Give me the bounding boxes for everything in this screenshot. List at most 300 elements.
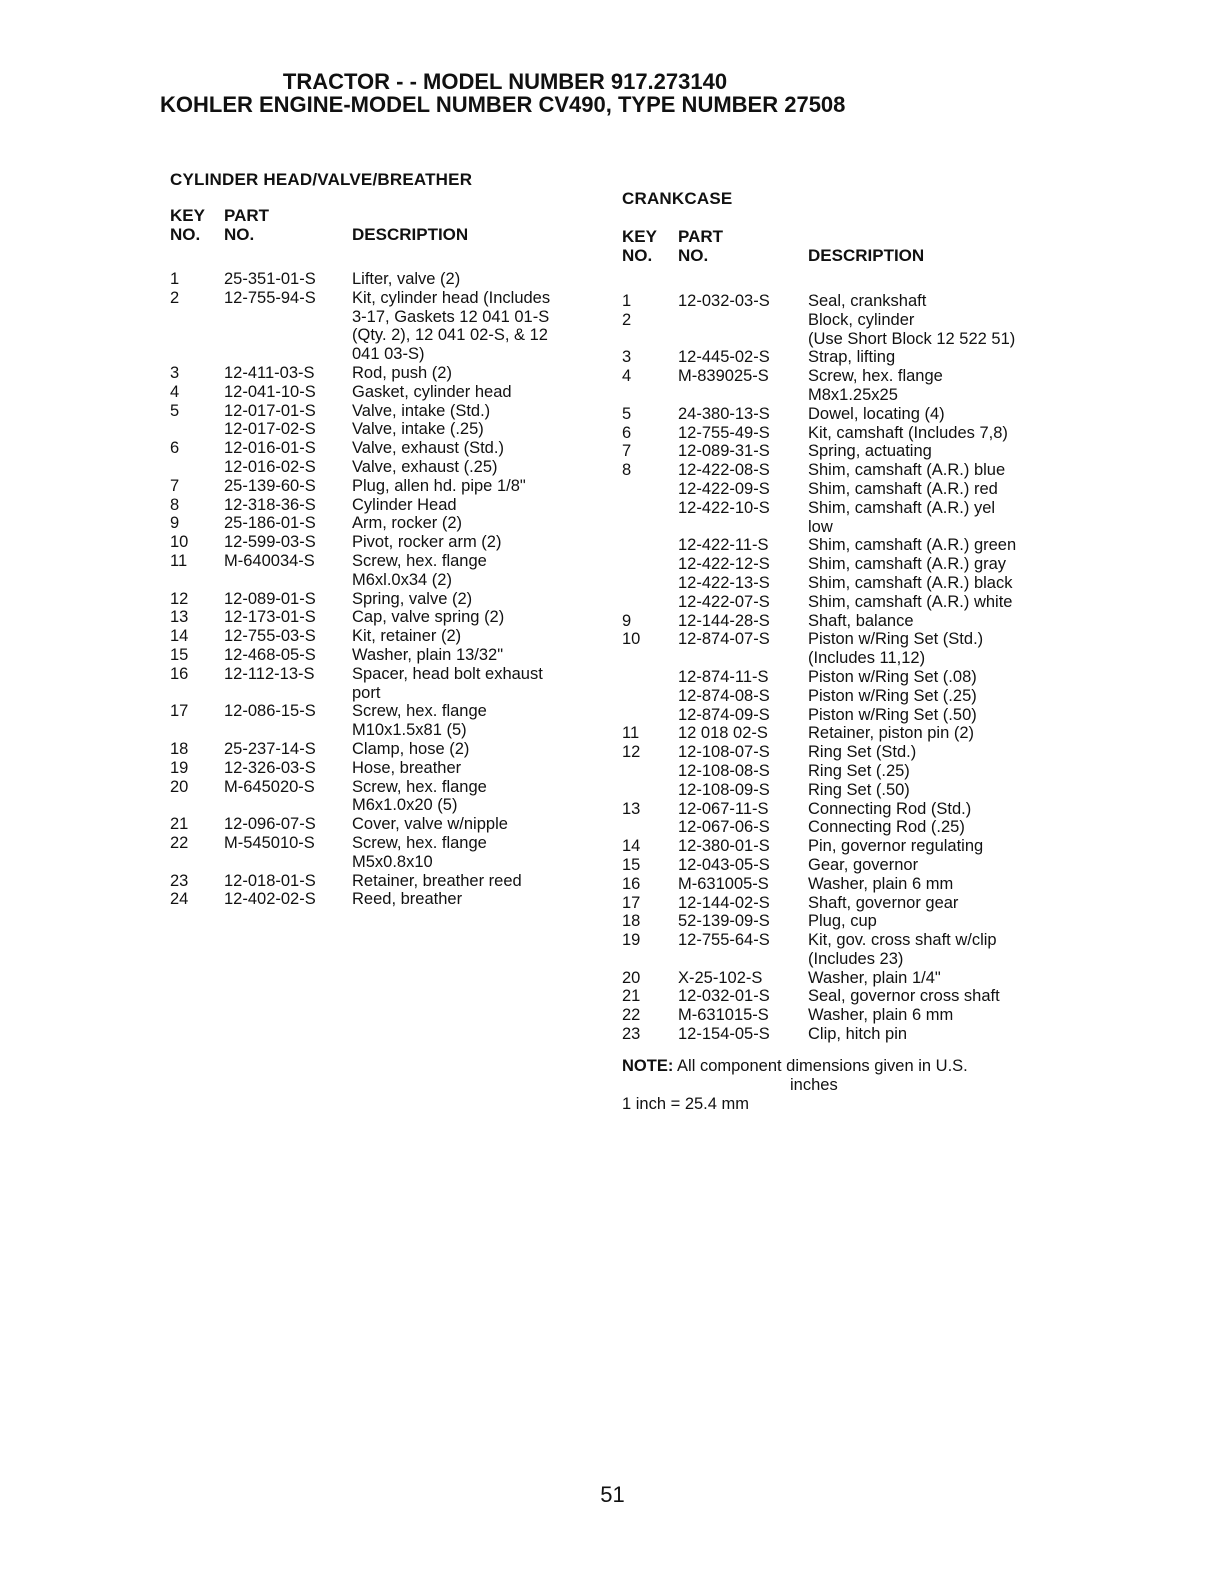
description-cell: Lifter, valve (2) — [352, 270, 461, 288]
key-no-cell: 12 — [622, 743, 641, 762]
description-cell: Strap, lifting — [808, 348, 896, 367]
part-no-cell: M-631015-S — [678, 1006, 769, 1025]
key-no-cell: 20 — [622, 968, 641, 987]
part-no-cell: 52-139-09-S — [678, 912, 770, 931]
key-no-cell: 19 — [622, 931, 641, 950]
key-no-cell: 11 — [622, 724, 640, 743]
part-no-cell: 12-326-03-S — [224, 758, 316, 777]
column-headers — [170, 206, 620, 246]
part-no-cell: 12-318-36-S — [224, 495, 316, 514]
part-no-cell: M-645020-S — [224, 777, 315, 796]
table-row — [170, 308, 620, 327]
part-no-cell: X-25-102-S — [678, 968, 763, 987]
description-cell: Shim, camshaft (A.R.) red — [808, 479, 998, 498]
description-cell: (Includes 23) — [808, 949, 904, 968]
key-no-cell — [622, 649, 678, 668]
key-no-cell — [170, 458, 224, 477]
part-no-cell: 12-016-01-S — [224, 439, 316, 458]
key-no-cell: 19 — [170, 758, 189, 777]
key-no-cell — [622, 555, 678, 574]
key-no-cell — [622, 480, 678, 499]
table-row — [170, 552, 620, 571]
table-row — [170, 496, 620, 515]
description-cell: Piston w/Ring Set (.08) — [808, 667, 977, 686]
key-no-cell: 18 — [170, 739, 189, 758]
key-no-cell: 5 — [622, 404, 632, 423]
part-no-cell — [678, 950, 808, 969]
description-cell: Cover, valve w/nipple — [352, 815, 508, 834]
column-headers — [622, 227, 1072, 267]
table-row — [622, 405, 1072, 424]
key-no-cell: 15 — [170, 645, 189, 664]
description-cell: Valve, exhaust (Std.) — [352, 439, 504, 458]
part-no-cell — [224, 684, 352, 703]
key-no-cell — [170, 571, 224, 590]
description-cell: M5x0.8x10 — [352, 852, 433, 871]
key-no-cell: 9 — [622, 611, 632, 630]
part-no-cell: 12-874-11-S — [678, 667, 769, 686]
description-cell: Kit, gov. cross shaft w/clip — [808, 931, 997, 950]
key-no-cell: 10 — [170, 533, 189, 552]
description-cell: Shim, camshaft (A.R.) yel — [808, 498, 996, 517]
description-cell: Cylinder Head — [352, 495, 457, 514]
key-no-cell: 21 — [622, 987, 641, 1006]
key-no-cell: 9 — [170, 514, 180, 533]
table-row — [622, 330, 1072, 349]
description-cell: Shim, camshaft (A.R.) blue — [808, 461, 1006, 480]
description-cell: Valve, intake (Std.) — [352, 401, 491, 420]
part-no-cell: 12-422-13-S — [678, 573, 770, 592]
note-label: NOTE: — [622, 1057, 674, 1075]
table-row — [170, 326, 620, 345]
table-row — [170, 684, 620, 703]
key-no-cell — [622, 687, 678, 706]
description-cell: Plug, cup — [808, 912, 877, 931]
part-no-cell: 12-096-07-S — [224, 815, 316, 834]
key-no-cell: 2 — [622, 310, 632, 329]
table-row — [170, 364, 620, 383]
description-cell: Retainer, breather reed — [352, 871, 522, 890]
table-row — [170, 514, 620, 533]
key-no-cell: 11 — [170, 551, 188, 570]
part-no-cell: 12-468-05-S — [224, 645, 316, 664]
table-row — [170, 270, 620, 289]
note-text: All component dimensions given in U.S. — [677, 1057, 968, 1075]
description-cell: Screw, hex. flange — [808, 367, 943, 386]
description-cell: Kit, retainer (2) — [352, 627, 462, 646]
description-cell: Ring Set (Std.) — [808, 743, 917, 762]
table-row — [170, 590, 620, 609]
table-row — [622, 856, 1072, 875]
description-cell: port — [352, 683, 381, 702]
table-row — [622, 536, 1072, 555]
part-no-cell: 12-874-08-S — [678, 686, 770, 705]
section-title: CRANKCASE — [622, 189, 733, 208]
part-no-cell: 12-422-12-S — [678, 555, 770, 574]
table-row — [622, 724, 1072, 743]
table-row — [622, 950, 1072, 969]
part-no-cell: 12-755-03-S — [224, 627, 316, 646]
key-no-cell: 8 — [170, 495, 180, 514]
part-no-cell: 12-032-03-S — [678, 292, 770, 310]
key-no-cell: 24 — [170, 890, 189, 909]
key-no-cell: 6 — [622, 423, 632, 442]
part-no-cell: 12-874-09-S — [678, 705, 770, 724]
part-no-cell: 12-108-07-S — [678, 743, 770, 762]
table-row — [622, 386, 1072, 405]
key-no-cell: 16 — [622, 874, 641, 893]
description-cell: Valve, exhaust (.25) — [352, 457, 498, 476]
part-no-cell: 12-445-02-S — [678, 348, 770, 367]
table-row — [622, 367, 1072, 386]
part-no-cell: 12-016-02-S — [224, 457, 316, 476]
table-row — [170, 402, 620, 421]
table-row — [170, 646, 620, 665]
table-row — [622, 1006, 1072, 1025]
description-cell: M6xl.0x34 (2) — [352, 570, 452, 589]
part-no-cell — [224, 721, 352, 740]
description-header: DESCRIPTION — [352, 225, 469, 244]
part-no-cell: 12-173-01-S — [224, 608, 316, 627]
description-cell: Shim, camshaft (A.R.) gray — [808, 555, 1007, 574]
part-no-cell: 12-086-15-S — [224, 702, 316, 721]
table-row — [622, 837, 1072, 856]
key-no-cell: 3 — [622, 348, 632, 367]
table-row — [170, 571, 620, 590]
key-no-cell — [170, 684, 224, 703]
part-no-cell — [224, 326, 352, 345]
key-no-cell — [622, 668, 678, 687]
description-cell: Gear, governor — [808, 855, 919, 874]
table-row — [170, 834, 620, 853]
table-row — [622, 743, 1072, 762]
key-no-cell: 17 — [622, 893, 641, 912]
description-cell: Washer, plain 6 mm — [808, 874, 954, 893]
table-row — [170, 608, 620, 627]
key-no-cell: 1 — [170, 270, 180, 288]
part-no-cell: M-631005-S — [678, 874, 769, 893]
note-text-continued: inches — [790, 1076, 838, 1094]
description-header: DESCRIPTION — [808, 246, 925, 265]
parts-table — [622, 292, 1072, 1044]
part-no-cell: 12-755-49-S — [678, 423, 770, 442]
description-cell: Shaft, governor gear — [808, 893, 959, 912]
part-no-cell: M-545010-S — [224, 833, 315, 852]
key-no-cell — [622, 518, 678, 537]
part-no-cell: 12-422-08-S — [678, 461, 770, 480]
key-no-cell — [622, 574, 678, 593]
description-cell: Washer, plain 1/4" — [808, 968, 941, 987]
key-no-cell: 14 — [622, 837, 641, 856]
part-no-cell — [678, 330, 808, 349]
part-no-cell: 12-018-01-S — [224, 871, 316, 890]
table-row — [170, 345, 620, 364]
table-row — [622, 762, 1072, 781]
description-cell: Washer, plain 6 mm — [808, 1006, 954, 1025]
part-no-cell: 12-043-05-S — [678, 855, 770, 874]
table-row — [622, 649, 1072, 668]
table-row — [170, 853, 620, 872]
table-row — [622, 630, 1072, 649]
description-cell: Shim, camshaft (A.R.) white — [808, 592, 1013, 611]
key-no-cell: 6 — [170, 439, 180, 458]
key-no-cell: 23 — [170, 871, 189, 890]
description-cell: (Use Short Block 12 522 51) — [808, 329, 1016, 348]
page-title: TRACTOR - - MODEL NUMBER 917.273140 — [282, 69, 728, 94]
table-row — [170, 721, 620, 740]
table-row — [170, 477, 620, 496]
key-no-cell: 2 — [170, 288, 180, 307]
part-no-cell: 25-351-01-S — [224, 270, 316, 288]
table-row — [622, 518, 1072, 537]
table-row — [622, 442, 1072, 461]
key-no-cell: 22 — [170, 833, 189, 852]
table-row — [170, 872, 620, 891]
key-no-cell: 4 — [622, 367, 632, 386]
part-no-cell: 12-144-28-S — [678, 611, 770, 630]
part-no-header: PART NO. — [678, 227, 724, 265]
description-cell: Screw, hex. flange — [352, 833, 487, 852]
part-no-cell: 12-089-01-S — [224, 589, 316, 608]
description-cell: Clamp, hose (2) — [352, 739, 470, 758]
description-cell: Hose, breather — [352, 758, 462, 777]
table-row — [622, 348, 1072, 367]
key-no-cell — [622, 593, 678, 612]
table-row — [622, 424, 1072, 443]
key-no-cell — [622, 536, 678, 555]
description-cell: Ring Set (.50) — [808, 780, 910, 799]
part-no-cell — [224, 571, 352, 590]
description-cell: Block, cylinder — [808, 310, 915, 329]
part-no-cell: 12-112-13-S — [224, 664, 315, 683]
part-no-cell: 12-422-10-S — [678, 498, 770, 517]
key-no-cell: 18 — [622, 912, 641, 931]
description-cell: (Qty. 2), 12 041 02-S, & 12 — [352, 326, 548, 345]
key-no-cell — [622, 762, 678, 781]
part-no-cell: 12-755-94-S — [224, 288, 316, 307]
description-cell: Kit, camshaft (Includes 7,8) — [808, 423, 1008, 442]
part-no-cell — [678, 518, 808, 537]
part-no-cell: 12-144-02-S — [678, 893, 770, 912]
table-row — [170, 439, 620, 458]
table-row — [622, 781, 1072, 800]
table-row — [170, 796, 620, 815]
part-no-cell: 12-755-64-S — [678, 931, 770, 950]
key-no-cell — [622, 706, 678, 725]
part-no-cell — [678, 311, 808, 330]
unit-conversion: 1 inch = 25.4 mm — [622, 1095, 750, 1113]
key-no-cell: 8 — [622, 461, 632, 480]
description-cell: Spring, actuating — [808, 442, 932, 461]
part-no-cell: 12-422-11-S — [678, 536, 769, 555]
part-no-cell: 12-032-01-S — [678, 987, 770, 1006]
key-no-cell — [170, 420, 224, 439]
key-no-cell: 12 — [170, 589, 189, 608]
description-cell: Plug, allen hd. pipe 1/8" — [352, 476, 526, 495]
description-cell: low — [808, 517, 833, 536]
key-no-cell: 21 — [170, 815, 189, 834]
description-cell: Seal, crankshaft — [808, 292, 927, 310]
part-no-cell — [224, 796, 352, 815]
table-row — [622, 912, 1072, 931]
description-cell: M10x1.5x81 (5) — [352, 721, 467, 740]
description-cell: Shim, camshaft (A.R.) black — [808, 573, 1013, 592]
description-cell: Retainer, piston pin (2) — [808, 724, 975, 743]
key-no-cell: 13 — [622, 799, 641, 818]
description-cell: Ring Set (.25) — [808, 761, 910, 780]
parts-table — [170, 270, 620, 909]
key-no-cell: 3 — [170, 363, 180, 382]
part-no-cell: 12-422-07-S — [678, 592, 770, 611]
table-row — [170, 665, 620, 684]
part-no-cell: 12 018 02-S — [678, 724, 768, 743]
table-row — [170, 533, 620, 552]
description-cell: Spacer, head bolt exhaust — [352, 664, 543, 683]
table-row — [170, 740, 620, 759]
table-row — [622, 987, 1072, 1006]
table-row — [622, 800, 1072, 819]
part-no-cell: 25-139-60-S — [224, 476, 316, 495]
part-no-cell: 12-380-01-S — [678, 837, 770, 856]
description-cell: Kit, cylinder head (Includes — [352, 288, 551, 307]
description-cell: Screw, hex. flange — [352, 551, 487, 570]
table-row — [170, 289, 620, 308]
table-row — [622, 612, 1072, 631]
description-cell: Screw, hex. flange — [352, 702, 487, 721]
table-row — [170, 383, 620, 402]
note — [622, 1057, 1042, 1114]
table-row — [622, 499, 1072, 518]
table-row — [622, 1025, 1072, 1044]
table-row — [622, 894, 1072, 913]
key-no-cell: 15 — [622, 855, 641, 874]
part-no-cell: 12-422-09-S — [678, 479, 770, 498]
part-no-cell — [678, 649, 808, 668]
description-cell: M6x1.0x20 (5) — [352, 796, 458, 815]
part-no-cell: 12-411-03-S — [224, 363, 315, 382]
part-no-cell: 12-089-31-S — [678, 442, 770, 461]
section-title: CYLINDER HEAD/VALVE/BREATHER — [170, 170, 473, 189]
key-no-cell: 7 — [622, 442, 632, 461]
key-no-cell — [170, 853, 224, 872]
part-no-cell: 12-402-02-S — [224, 890, 316, 909]
description-cell: Reed, breather — [352, 890, 463, 909]
key-no-cell — [622, 330, 678, 349]
part-no-cell: M-640034-S — [224, 551, 315, 570]
description-cell: 041 03-S) — [352, 345, 425, 364]
table-row — [622, 292, 1072, 311]
key-no-cell — [622, 950, 678, 969]
table-row — [170, 778, 620, 797]
part-no-cell: 25-237-14-S — [224, 739, 316, 758]
key-no-cell — [170, 345, 224, 364]
engine-subtitle: KOHLER ENGINE-MODEL NUMBER CV490, TYPE NUMBER 27508 — [160, 92, 846, 117]
table-row — [170, 458, 620, 477]
table-row — [622, 555, 1072, 574]
table-row — [170, 815, 620, 834]
description-cell: Piston w/Ring Set (.25) — [808, 686, 977, 705]
key-no-cell: 14 — [170, 627, 189, 646]
table-row — [170, 627, 620, 646]
part-no-cell — [224, 308, 352, 327]
table-row — [622, 593, 1072, 612]
table-row — [622, 574, 1072, 593]
key-no-cell: 17 — [170, 702, 189, 721]
page-number: 51 — [600, 1482, 625, 1507]
key-no-cell: 23 — [622, 1025, 641, 1044]
description-cell: Washer, plain 13/32" — [352, 645, 504, 664]
description-cell: Cap, valve spring (2) — [352, 608, 505, 627]
description-cell: Pin, governor regulating — [808, 837, 984, 856]
table-row — [170, 420, 620, 439]
description-cell: (Includes 11,12) — [808, 649, 926, 668]
key-no-cell — [622, 781, 678, 800]
key-no-header: KEY NO. — [622, 227, 657, 265]
part-no-cell — [224, 345, 352, 364]
description-cell: Gasket, cylinder head — [352, 382, 512, 401]
part-no-cell: M-839025-S — [678, 367, 769, 386]
part-no-cell: 12-108-08-S — [678, 761, 770, 780]
part-no-cell: 12-041-10-S — [224, 382, 316, 401]
table-row — [622, 931, 1072, 950]
key-no-cell — [170, 796, 224, 815]
description-cell: Valve, intake (.25) — [352, 420, 484, 439]
description-cell: Piston w/Ring Set (.50) — [808, 705, 977, 724]
table-row — [622, 480, 1072, 499]
key-no-cell — [170, 721, 224, 740]
table-row — [622, 875, 1072, 894]
table-row — [622, 461, 1072, 480]
description-cell: Shaft, balance — [808, 611, 914, 630]
key-no-cell: 4 — [170, 382, 180, 401]
key-no-cell: 16 — [170, 664, 189, 683]
description-cell: Arm, rocker (2) — [352, 514, 463, 533]
description-cell: Spring, valve (2) — [352, 589, 473, 608]
part-no-cell: 12-154-05-S — [678, 1025, 770, 1044]
part-no-cell — [678, 386, 808, 405]
part-no-cell: 12-108-09-S — [678, 780, 770, 799]
part-no-cell: 12-017-01-S — [224, 401, 316, 420]
description-cell: Rod, push (2) — [352, 363, 452, 382]
description-cell: Screw, hex. flange — [352, 777, 487, 796]
key-no-cell: 7 — [170, 476, 180, 495]
table-row — [622, 311, 1072, 330]
key-no-cell: 13 — [170, 608, 189, 627]
part-no-cell: 12-067-06-S — [678, 818, 770, 837]
description-cell: Shim, camshaft (A.R.) green — [808, 536, 1017, 555]
cylinder-head-parts-list — [170, 170, 620, 909]
description-cell: Piston w/Ring Set (Std.) — [808, 630, 984, 649]
description-cell: Seal, governor cross shaft — [808, 987, 1000, 1006]
description-cell: Clip, hitch pin — [808, 1025, 908, 1044]
part-no-cell: 12-599-03-S — [224, 533, 316, 552]
part-no-cell: 12-017-02-S — [224, 420, 316, 439]
description-cell: Connecting Rod (.25) — [808, 818, 965, 837]
key-no-cell: 5 — [170, 401, 180, 420]
table-row — [622, 687, 1072, 706]
table-row — [170, 890, 620, 909]
key-no-cell — [622, 386, 678, 405]
key-no-cell: 22 — [622, 1006, 641, 1025]
description-cell: Dowel, locating (4) — [808, 404, 945, 423]
description-cell: M8x1.25x25 — [808, 385, 898, 404]
description-cell: Pivot, rocker arm (2) — [352, 533, 502, 552]
key-no-cell: 10 — [622, 630, 641, 649]
key-no-header: KEY NO. — [170, 206, 205, 244]
part-no-cell: 12-067-11-S — [678, 799, 769, 818]
key-no-cell: 1 — [622, 292, 632, 310]
table-row — [622, 706, 1072, 725]
